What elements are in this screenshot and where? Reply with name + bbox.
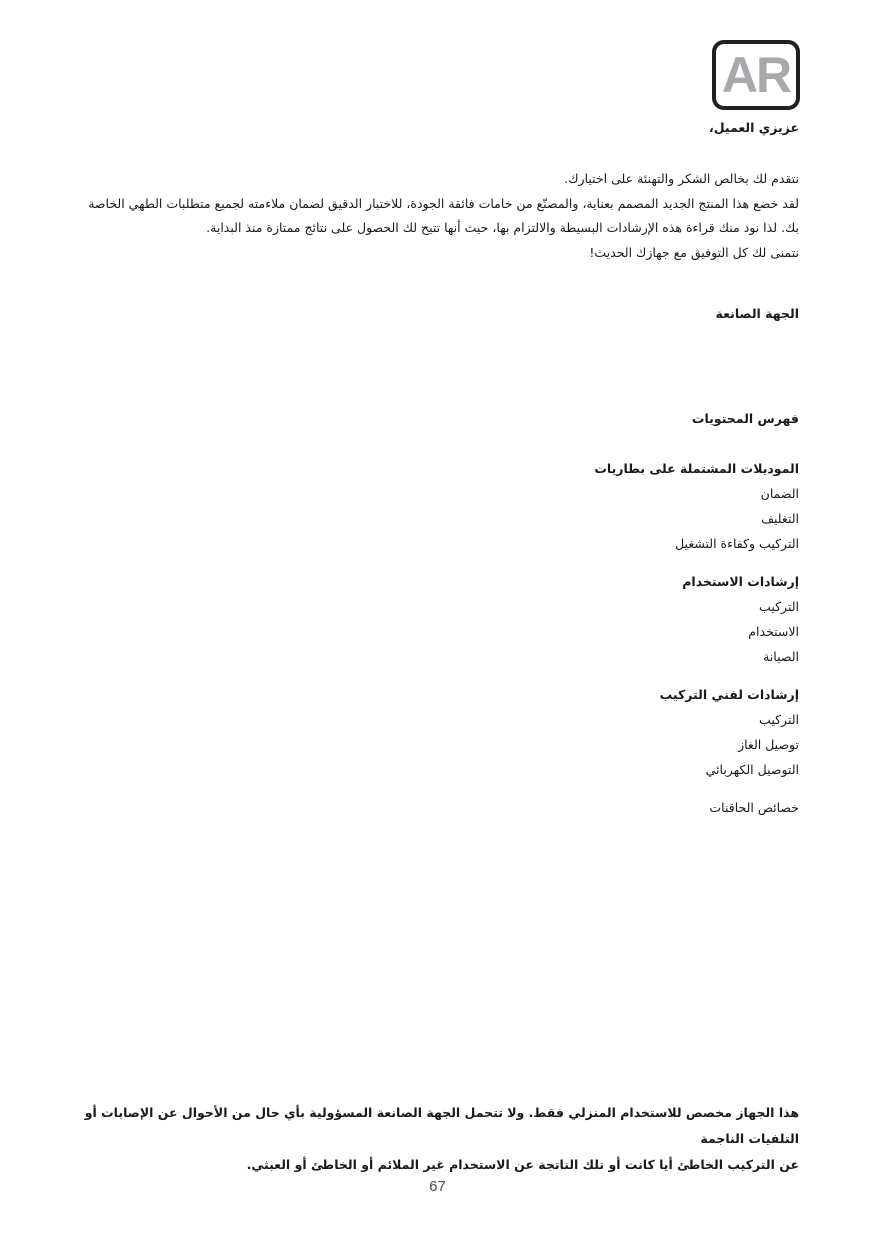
language-badge-text: AR (721, 47, 791, 103)
toc-item: التوصيل الكهربائي (705, 762, 799, 777)
table-of-contents (594, 456, 799, 820)
toc-section (594, 569, 799, 669)
page-number: 67 (429, 1178, 446, 1195)
intro-paragraph (76, 167, 799, 265)
disclaimer-line: هذا الجهاز مخصص للاستخدام المنزلي فقط. ولا تتحمل الجهة الصانعة المسؤولية بأي حال من الأحوال عن الإصابات أو التلفيات الناجمة (84, 1105, 799, 1146)
intro-line: نتمنى لك كل التوفيق مع جهازك الحديث! (589, 244, 799, 260)
toc-section (594, 456, 799, 556)
toc-item: الاستخدام (748, 624, 799, 639)
manufacturer-signature: الجهة الصانعة (715, 306, 799, 321)
toc-item: التغليف (761, 511, 799, 526)
toc-item: الصيانة (763, 649, 799, 664)
toc-section-title: إرشادات لفني التركيب (659, 687, 799, 702)
disclaimer (76, 1100, 799, 1178)
toc-item: توصيل الغاز (738, 737, 799, 752)
toc-item: التركيب (759, 712, 799, 727)
language-badge (712, 40, 800, 110)
toc-item-injectors: خصائص الحاقنات (709, 800, 799, 815)
toc-section-title: إرشادات الاستخدام (682, 574, 799, 589)
toc-section-title: الموديلات المشتملة على بطاريات (594, 461, 799, 476)
toc-item: التركيب وكفاءة التشغيل (675, 536, 799, 551)
intro-line: نتقدم لك بخالص الشكر والتهنئة على اختيارك. (564, 171, 799, 186)
disclaimer-line: عن التركيب الخاطئ أيا كانت أو تلك الناتجة عن الاستخدام غير الملائم أو الخاطئ أو العبثي. (246, 1157, 799, 1172)
intro-line: لقد خضع هذا المنتج الجديد المصمم بعناية، والمصنّع من خامات فائقة الجودة، للاختبار الدقيق لضمان ملاءمته لجميع متطلبات الطهي الخاصة بك. لذا نود منك قراءة هذه الإرشادات البسيطة والالتزام بها، حيث أنها تتيح لك الحصول على نتائج ممتازة منذ البداية. (88, 195, 799, 235)
greeting: عزيزي العميل، (708, 120, 799, 135)
toc-item: التركيب (759, 599, 799, 614)
toc-title: فهرس المحتويات (691, 411, 799, 426)
toc-item: الضمان (760, 486, 799, 501)
toc-section (594, 682, 799, 782)
